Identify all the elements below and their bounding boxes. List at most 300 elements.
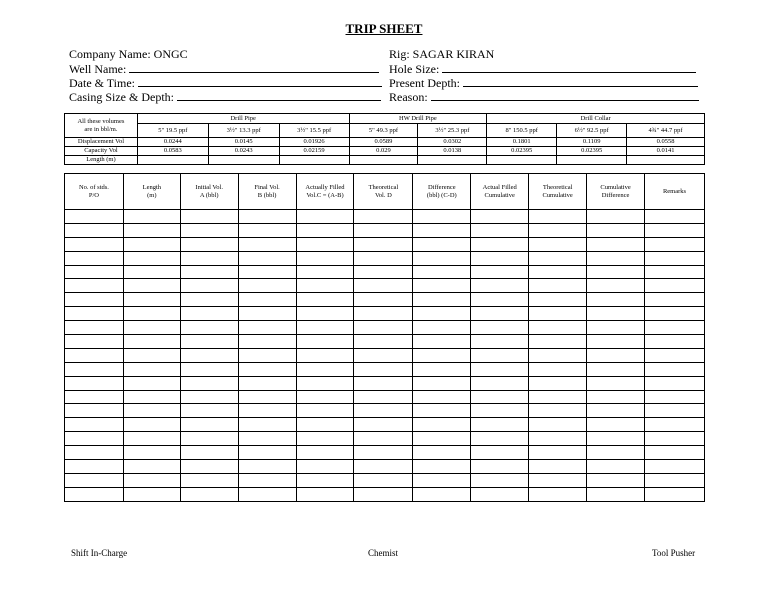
- table-cell[interactable]: [529, 251, 587, 265]
- present-depth-field[interactable]: Present Depth:: [389, 75, 698, 90]
- table-cell[interactable]: [123, 335, 180, 349]
- hole-size-field[interactable]: Hole Size:: [389, 61, 696, 76]
- table-cell[interactable]: [238, 321, 296, 335]
- table-cell[interactable]: [296, 265, 354, 279]
- table-cell[interactable]: [587, 418, 645, 432]
- table-cell[interactable]: [354, 335, 413, 349]
- table-cell[interactable]: [354, 404, 413, 418]
- size-header: 5" 19.5 ppf: [137, 124, 208, 138]
- table-cell[interactable]: [471, 335, 529, 349]
- table-cell[interactable]: [238, 307, 296, 321]
- table-cell[interactable]: [529, 210, 587, 224]
- table-cell[interactable]: [529, 307, 587, 321]
- table-cell[interactable]: [123, 390, 180, 404]
- table-cell[interactable]: [471, 251, 529, 265]
- table-cell[interactable]: [123, 460, 180, 474]
- table-cell[interactable]: [65, 460, 124, 474]
- table-cell[interactable]: [587, 487, 645, 501]
- table-cell[interactable]: [65, 446, 124, 460]
- table-row: [65, 390, 705, 404]
- table-cell[interactable]: [529, 446, 587, 460]
- table-cell[interactable]: [238, 473, 296, 487]
- table-cell[interactable]: [587, 321, 645, 335]
- table-cell[interactable]: [296, 210, 354, 224]
- table-cell[interactable]: [65, 335, 124, 349]
- table-cell[interactable]: [238, 251, 296, 265]
- table-cell[interactable]: [238, 460, 296, 474]
- size-header: 3½" 13.3 ppf: [208, 124, 279, 138]
- table-row: [65, 147, 705, 156]
- table-cell[interactable]: [65, 223, 124, 237]
- table-cell[interactable]: [645, 321, 705, 335]
- table-cell[interactable]: [413, 335, 471, 349]
- table-cell[interactable]: [238, 376, 296, 390]
- table-cell[interactable]: [413, 376, 471, 390]
- table-cell[interactable]: [238, 293, 296, 307]
- table-cell[interactable]: [645, 251, 705, 265]
- table-cell[interactable]: [123, 321, 180, 335]
- table-cell[interactable]: [529, 362, 587, 376]
- col-header-initial-vol: Initial Vol. A (bbl): [180, 174, 238, 210]
- table-cell[interactable]: [587, 237, 645, 251]
- table-cell[interactable]: [238, 223, 296, 237]
- table-cell[interactable]: [296, 460, 354, 474]
- table-cell[interactable]: [354, 446, 413, 460]
- trip-log-table: [64, 173, 705, 502]
- table-row: [65, 223, 705, 237]
- table-cell[interactable]: [413, 210, 471, 224]
- table-row: [65, 418, 705, 432]
- table-cell[interactable]: [587, 293, 645, 307]
- table-cell[interactable]: [65, 390, 124, 404]
- table-cell[interactable]: [471, 418, 529, 432]
- table-cell[interactable]: [645, 335, 705, 349]
- row-label: Displacement Vol: [65, 138, 138, 147]
- table-cell[interactable]: [471, 265, 529, 279]
- table-cell[interactable]: [529, 432, 587, 446]
- table-row: [65, 404, 705, 418]
- company-name-field: Company Name: ONGC: [69, 47, 188, 61]
- table-cell[interactable]: [180, 237, 238, 251]
- size-header: 3½" 25.3 ppf: [418, 124, 487, 138]
- table-cell[interactable]: [645, 237, 705, 251]
- table-cell[interactable]: [471, 376, 529, 390]
- table-row: [65, 487, 705, 501]
- table-cell[interactable]: [354, 321, 413, 335]
- table-cell: 0.0583: [137, 147, 208, 156]
- table-cell[interactable]: [587, 390, 645, 404]
- table-row: [65, 156, 705, 165]
- table-cell[interactable]: [180, 376, 238, 390]
- table-cell[interactable]: [587, 279, 645, 293]
- table-cell[interactable]: [413, 321, 471, 335]
- table-cell[interactable]: [471, 223, 529, 237]
- table-cell[interactable]: [471, 293, 529, 307]
- table-cell[interactable]: [180, 210, 238, 224]
- table-cell[interactable]: [65, 321, 124, 335]
- table-cell[interactable]: [65, 265, 124, 279]
- table-cell[interactable]: [65, 362, 124, 376]
- table-cell: 0.02395: [487, 147, 557, 156]
- table-cell[interactable]: [354, 432, 413, 446]
- table-cell[interactable]: [587, 432, 645, 446]
- table-cell[interactable]: [65, 251, 124, 265]
- table-cell[interactable]: [471, 487, 529, 501]
- table-cell[interactable]: [471, 237, 529, 251]
- table-cell[interactable]: [627, 156, 705, 165]
- table-cell[interactable]: [471, 279, 529, 293]
- table-cell: 0.1109: [557, 138, 627, 147]
- table-cell[interactable]: [529, 404, 587, 418]
- col-header-final-vol: Final Vol. B (bbl): [238, 174, 296, 210]
- table-cell[interactable]: [645, 446, 705, 460]
- table-cell[interactable]: [123, 293, 180, 307]
- table-row: [65, 446, 705, 460]
- table-cell[interactable]: [123, 210, 180, 224]
- table-cell[interactable]: [587, 251, 645, 265]
- table-cell[interactable]: [587, 376, 645, 390]
- table-cell[interactable]: [123, 404, 180, 418]
- row-label: Length (m): [65, 156, 138, 165]
- signature-shift-in-charge: Shift In-Charge: [71, 548, 128, 558]
- table-cell[interactable]: [238, 362, 296, 376]
- table-cell[interactable]: [238, 335, 296, 349]
- table-cell[interactable]: [296, 446, 354, 460]
- table-cell[interactable]: [354, 418, 413, 432]
- table-cell[interactable]: [238, 432, 296, 446]
- table-cell[interactable]: [296, 348, 354, 362]
- col-header-cumulative-difference: Cumulative Difference: [587, 174, 645, 210]
- table-cell[interactable]: [349, 156, 418, 165]
- table-cell[interactable]: [296, 335, 354, 349]
- table-cell[interactable]: [180, 293, 238, 307]
- table-cell[interactable]: [137, 156, 208, 165]
- table-cell[interactable]: [413, 418, 471, 432]
- table-cell[interactable]: [354, 473, 413, 487]
- table-cell[interactable]: [65, 432, 124, 446]
- table-cell[interactable]: [123, 362, 180, 376]
- table-cell[interactable]: [413, 279, 471, 293]
- table-cell[interactable]: [413, 348, 471, 362]
- table-cell[interactable]: [180, 418, 238, 432]
- table-cell[interactable]: [180, 348, 238, 362]
- table-cell[interactable]: [413, 460, 471, 474]
- table-cell[interactable]: [238, 279, 296, 293]
- table-cell[interactable]: [123, 223, 180, 237]
- table-cell[interactable]: [471, 210, 529, 224]
- table-cell[interactable]: [354, 265, 413, 279]
- table-row: [65, 321, 705, 335]
- table-cell[interactable]: [354, 348, 413, 362]
- table-cell[interactable]: [296, 279, 354, 293]
- table-cell[interactable]: [123, 307, 180, 321]
- table-cell[interactable]: [354, 390, 413, 404]
- table-cell[interactable]: [471, 446, 529, 460]
- table-cell[interactable]: [296, 293, 354, 307]
- table-cell[interactable]: [296, 307, 354, 321]
- table-cell[interactable]: [279, 156, 349, 165]
- table-cell[interactable]: [471, 348, 529, 362]
- table-cell[interactable]: [65, 376, 124, 390]
- table-row: [65, 138, 705, 147]
- table-cell[interactable]: [471, 473, 529, 487]
- table-cell[interactable]: [471, 362, 529, 376]
- size-header: 6½" 92.5 ppf: [557, 124, 627, 138]
- table-cell[interactable]: [645, 265, 705, 279]
- table-cell[interactable]: [587, 307, 645, 321]
- table-cell[interactable]: [529, 279, 587, 293]
- table-cell[interactable]: [238, 210, 296, 224]
- table-cell: 0.02159: [279, 147, 349, 156]
- table-cell[interactable]: [296, 376, 354, 390]
- table-cell[interactable]: [123, 418, 180, 432]
- table-cell[interactable]: [354, 223, 413, 237]
- table-cell[interactable]: [296, 473, 354, 487]
- table-cell[interactable]: [180, 473, 238, 487]
- table-cell[interactable]: [65, 487, 124, 501]
- table-cell[interactable]: [413, 432, 471, 446]
- date-time-field[interactable]: Date & Time:: [69, 75, 382, 90]
- table-cell[interactable]: [180, 223, 238, 237]
- table-cell: 0.1801: [487, 138, 557, 147]
- table-cell[interactable]: [587, 404, 645, 418]
- table-cell[interactable]: [645, 376, 705, 390]
- table-cell[interactable]: [238, 237, 296, 251]
- table-cell: 0.0145: [208, 138, 279, 147]
- table-cell[interactable]: [529, 335, 587, 349]
- table-cell[interactable]: [296, 223, 354, 237]
- table-cell[interactable]: [296, 404, 354, 418]
- table-cell[interactable]: [123, 348, 180, 362]
- table-cell[interactable]: [645, 307, 705, 321]
- table-cell[interactable]: [529, 418, 587, 432]
- table-cell[interactable]: [645, 210, 705, 224]
- table-cell[interactable]: [296, 390, 354, 404]
- col-header-actual-cumulative: Actual Filled Cumulative: [471, 174, 529, 210]
- table-cell[interactable]: [529, 293, 587, 307]
- table-cell[interactable]: [587, 460, 645, 474]
- table-cell[interactable]: [413, 362, 471, 376]
- table-cell[interactable]: [65, 237, 124, 251]
- table-cell[interactable]: [296, 432, 354, 446]
- table-cell[interactable]: [238, 265, 296, 279]
- table-cell[interactable]: [180, 390, 238, 404]
- table-cell[interactable]: [123, 265, 180, 279]
- table-cell[interactable]: [645, 362, 705, 376]
- table-cell[interactable]: [180, 446, 238, 460]
- table-cell[interactable]: [587, 335, 645, 349]
- table-cell[interactable]: [296, 362, 354, 376]
- table-cell[interactable]: [296, 487, 354, 501]
- table-cell[interactable]: [238, 348, 296, 362]
- table-cell[interactable]: [296, 251, 354, 265]
- table-cell[interactable]: [471, 321, 529, 335]
- table-cell[interactable]: [296, 418, 354, 432]
- table-cell[interactable]: [645, 279, 705, 293]
- table-cell[interactable]: [238, 390, 296, 404]
- table-cell[interactable]: [418, 156, 487, 165]
- table-cell[interactable]: [413, 293, 471, 307]
- table-cell[interactable]: [296, 237, 354, 251]
- col-header-length: Length (m): [123, 174, 180, 210]
- table-cell[interactable]: [354, 460, 413, 474]
- table-cell[interactable]: [180, 460, 238, 474]
- table-row: [65, 335, 705, 349]
- table-cell[interactable]: [123, 251, 180, 265]
- rig-field: Rig: SAGAR KIRAN: [389, 47, 495, 61]
- table-cell: 0.01926: [279, 138, 349, 147]
- table-cell[interactable]: [587, 210, 645, 224]
- table-cell[interactable]: [180, 307, 238, 321]
- table-cell: 0.0244: [137, 138, 208, 147]
- table-cell[interactable]: [587, 348, 645, 362]
- table-cell[interactable]: [587, 265, 645, 279]
- table-cell[interactable]: [413, 251, 471, 265]
- table-cell[interactable]: [123, 446, 180, 460]
- table-cell[interactable]: [529, 376, 587, 390]
- table-cell[interactable]: [354, 362, 413, 376]
- table-row: [65, 237, 705, 251]
- group-drill-pipe: Drill Pipe: [137, 114, 349, 124]
- table-cell[interactable]: [354, 251, 413, 265]
- table-cell[interactable]: [471, 460, 529, 474]
- table-cell[interactable]: [65, 404, 124, 418]
- table-cell[interactable]: [529, 460, 587, 474]
- table-cell[interactable]: [645, 418, 705, 432]
- table-cell[interactable]: [354, 237, 413, 251]
- table-cell: 0.0243: [208, 147, 279, 156]
- table-row: [65, 460, 705, 474]
- table-cell[interactable]: [123, 376, 180, 390]
- table-cell[interactable]: [238, 487, 296, 501]
- table-cell[interactable]: [471, 307, 529, 321]
- signature-chemist: Chemist: [368, 548, 399, 558]
- table-cell[interactable]: [529, 265, 587, 279]
- table-cell[interactable]: [180, 404, 238, 418]
- table-cell[interactable]: [354, 293, 413, 307]
- table-cell[interactable]: [354, 279, 413, 293]
- table-cell[interactable]: [354, 307, 413, 321]
- table-cell[interactable]: [123, 432, 180, 446]
- table-cell[interactable]: [123, 237, 180, 251]
- table-cell[interactable]: [123, 473, 180, 487]
- table-cell[interactable]: [645, 390, 705, 404]
- table-cell[interactable]: [65, 210, 124, 224]
- table-cell[interactable]: [180, 265, 238, 279]
- table-cell[interactable]: [645, 404, 705, 418]
- table-cell[interactable]: [587, 446, 645, 460]
- well-name-field[interactable]: Well Name:: [69, 61, 379, 76]
- table-cell[interactable]: [471, 390, 529, 404]
- table-cell[interactable]: [354, 210, 413, 224]
- table-row: [65, 210, 705, 224]
- row-label: Capacity Vol: [65, 147, 138, 156]
- table-cell[interactable]: [557, 156, 627, 165]
- table-cell[interactable]: [587, 223, 645, 237]
- group-hw-drill-pipe: HW Drill Pipe: [349, 114, 487, 124]
- col-header-remarks: Remarks: [645, 174, 705, 210]
- table-cell[interactable]: [65, 307, 124, 321]
- table-cell[interactable]: [413, 237, 471, 251]
- table-cell[interactable]: [645, 223, 705, 237]
- col-header-difference: Difference (bbl) (C-D): [413, 174, 471, 210]
- size-header: 5" 49.3 ppf: [349, 124, 418, 138]
- table-cell[interactable]: [529, 390, 587, 404]
- table-cell[interactable]: [587, 362, 645, 376]
- table-cell[interactable]: [413, 223, 471, 237]
- group-drill-collar: Drill Collar: [487, 114, 705, 124]
- table-cell[interactable]: [645, 348, 705, 362]
- table-cell[interactable]: [645, 432, 705, 446]
- size-header: 8" 150.5 ppf: [487, 124, 557, 138]
- table-cell[interactable]: [529, 321, 587, 335]
- table-row: [65, 362, 705, 376]
- table-row: [65, 307, 705, 321]
- table-cell[interactable]: [529, 348, 587, 362]
- table-cell[interactable]: [296, 321, 354, 335]
- table-cell[interactable]: [65, 348, 124, 362]
- table-cell[interactable]: [529, 223, 587, 237]
- table-cell[interactable]: [238, 418, 296, 432]
- table-cell[interactable]: [413, 487, 471, 501]
- table-row: [65, 293, 705, 307]
- table-cell[interactable]: [238, 404, 296, 418]
- table-cell[interactable]: [238, 446, 296, 460]
- table-cell[interactable]: [180, 279, 238, 293]
- table-cell[interactable]: [180, 362, 238, 376]
- table-cell[interactable]: [487, 156, 557, 165]
- table-cell[interactable]: [65, 418, 124, 432]
- table-cell[interactable]: [354, 376, 413, 390]
- size-header: 3½" 15.5 ppf: [279, 124, 349, 138]
- table-cell[interactable]: [123, 487, 180, 501]
- table-cell[interactable]: [587, 473, 645, 487]
- table-cell: 0.02395: [557, 147, 627, 156]
- table-cell[interactable]: [180, 487, 238, 501]
- table-cell[interactable]: [180, 251, 238, 265]
- table-cell[interactable]: [645, 460, 705, 474]
- table-cell[interactable]: [123, 279, 180, 293]
- table-cell[interactable]: [413, 473, 471, 487]
- table-cell[interactable]: [529, 237, 587, 251]
- table-cell[interactable]: [645, 473, 705, 487]
- table-cell[interactable]: [180, 335, 238, 349]
- casing-size-depth-field[interactable]: Casing Size & Depth:: [69, 89, 381, 104]
- reason-field[interactable]: Reason:: [389, 89, 699, 104]
- table-cell[interactable]: [354, 487, 413, 501]
- table-cell[interactable]: [413, 404, 471, 418]
- table-cell: 0.0302: [418, 138, 487, 147]
- table-cell[interactable]: [413, 390, 471, 404]
- table-cell[interactable]: [413, 446, 471, 460]
- table-cell[interactable]: [65, 473, 124, 487]
- table-cell[interactable]: [413, 307, 471, 321]
- table-cell[interactable]: [645, 293, 705, 307]
- table-cell[interactable]: [65, 293, 124, 307]
- table-cell[interactable]: [208, 156, 279, 165]
- table-cell: 0.0141: [627, 147, 705, 156]
- table-cell[interactable]: [180, 432, 238, 446]
- table-cell[interactable]: [529, 473, 587, 487]
- table-cell[interactable]: [471, 404, 529, 418]
- table-cell[interactable]: [180, 321, 238, 335]
- table-cell: 0.029: [349, 147, 418, 156]
- table-cell[interactable]: [413, 265, 471, 279]
- table-cell[interactable]: [471, 432, 529, 446]
- table-cell[interactable]: [65, 279, 124, 293]
- table-cell[interactable]: [529, 487, 587, 501]
- table-cell[interactable]: [645, 487, 705, 501]
